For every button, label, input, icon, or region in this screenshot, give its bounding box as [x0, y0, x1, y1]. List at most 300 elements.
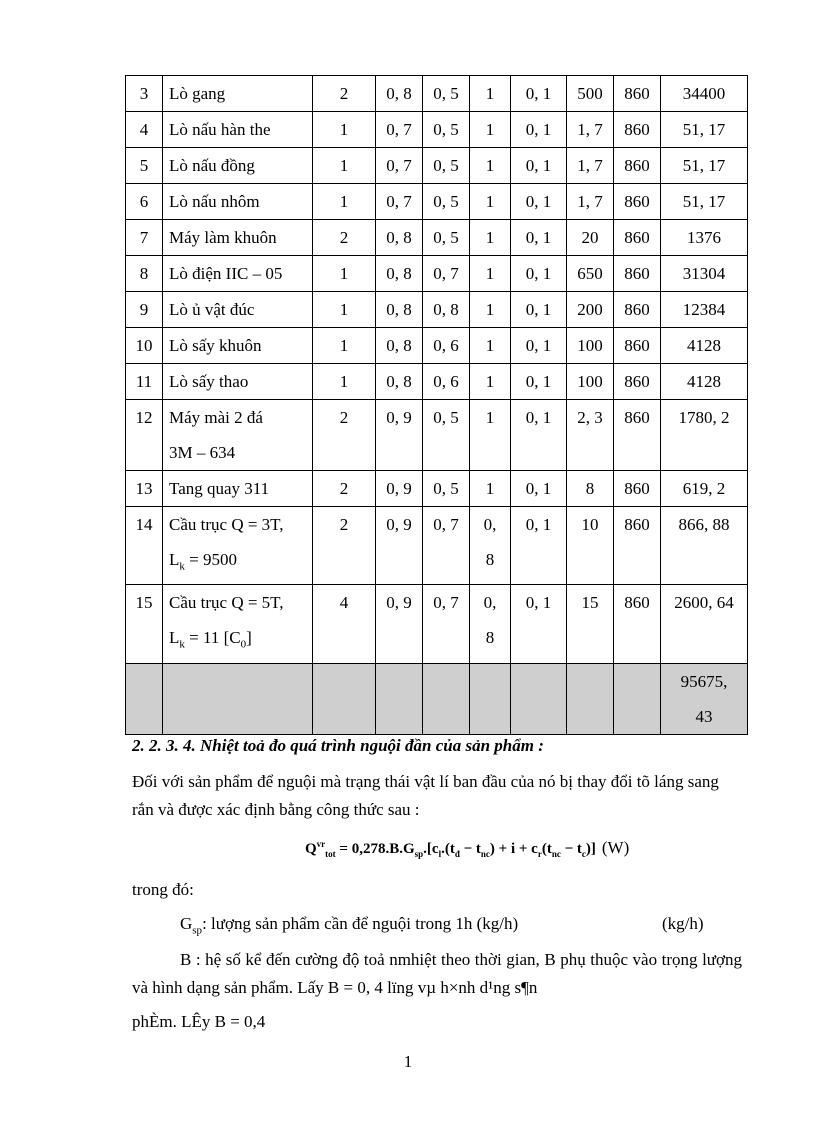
cell-c1 — [313, 112, 376, 148]
cell-c6-text: 15 — [581, 593, 599, 613]
cell-c4 — [470, 471, 511, 507]
cell-c1-text: 1 — [339, 192, 349, 211]
cell-c2 — [376, 256, 423, 292]
cell-c3 — [423, 471, 470, 507]
cell-c1 — [313, 256, 376, 292]
cell-c4-line1: 1 — [485, 228, 495, 247]
cell-c6-text: 1, 7 — [577, 156, 603, 175]
cell-c3-text: 0, 7 — [433, 593, 459, 613]
cell-c8-text: 866, 88 — [678, 515, 730, 534]
cell-name-line1: Cầu trục Q = 5T, — [169, 593, 284, 613]
cell-c2-text: 0, 7 — [386, 156, 412, 175]
gsp-subscript: sp — [192, 924, 203, 937]
cell-c1-text: 2 — [339, 479, 349, 498]
cell-c5 — [511, 220, 567, 256]
cell-c8 — [661, 112, 748, 148]
cell-c8 — [661, 184, 748, 220]
cell-c1 — [313, 507, 376, 585]
gsp-definition — [180, 914, 518, 936]
cell-c8 — [661, 400, 748, 471]
cell-c7 — [614, 400, 661, 471]
cell-c4-line1: 1 — [485, 372, 495, 391]
cell-c4-line1: 1 — [485, 192, 495, 211]
cell-no-text: 3 — [139, 84, 149, 103]
table-row — [126, 220, 748, 256]
cell-no — [126, 507, 163, 585]
table-row — [126, 585, 748, 663]
total-empty-cell — [470, 663, 511, 734]
cell-name-line1: Lò nấu nhôm — [169, 192, 260, 211]
cell-name-line1: Máy mài 2 đá — [169, 408, 263, 427]
cell-c1 — [313, 184, 376, 220]
cell-c2-text: 0, 8 — [386, 336, 412, 355]
cell-c6-text: 100 — [577, 336, 603, 355]
cell-c3-text: 0, 5 — [433, 192, 459, 211]
cell-c2 — [376, 112, 423, 148]
cell-c2 — [376, 76, 423, 112]
cell-c5-text: 0, 1 — [525, 336, 552, 355]
cell-c1-text: 1 — [339, 336, 349, 355]
name2-sub: k — [179, 560, 185, 573]
cell-c3-text: 0, 7 — [433, 264, 459, 283]
cell-c1-text: 2 — [339, 84, 349, 103]
cell-c8 — [661, 148, 748, 184]
cell-c8-text: 619, 2 — [682, 479, 726, 498]
cell-name — [163, 292, 313, 328]
cell-c1-text: 1 — [339, 156, 349, 175]
cell-c2-text: 0, 7 — [386, 192, 412, 211]
cell-name-line2: 3M – 634 — [169, 443, 236, 462]
table-row — [126, 148, 748, 184]
cell-c8 — [661, 585, 748, 663]
cell-c4 — [470, 292, 511, 328]
table-row — [126, 76, 748, 112]
page-number: 1 — [403, 1052, 413, 1071]
cell-c3-text: 0, 6 — [433, 372, 459, 391]
cell-c6 — [567, 585, 614, 663]
cell-name — [163, 507, 313, 585]
cell-c4 — [470, 585, 511, 663]
cell-c2-text: 0, 7 — [386, 120, 412, 139]
formula-expression: $Q^{vr}_{tot} = 0,278.B.G_{sp}.[c_l.(t_đ - t_{nc}) + i + c_r(t_{nc} - t_c)]$ — [305, 839, 596, 859]
total-empty-cell — [423, 663, 470, 734]
cell-no-text: 11 — [135, 372, 153, 391]
table-body — [126, 76, 748, 735]
cell-name-line1: Lò sấy thao — [169, 372, 249, 391]
total-empty-cell — [376, 663, 423, 734]
cell-c6-text: 100 — [577, 372, 603, 391]
cell-no — [126, 400, 163, 471]
cell-c6 — [567, 256, 614, 292]
cell-c1 — [313, 585, 376, 663]
cell-c4-line1: 1 — [485, 264, 495, 283]
cell-c4-line1: 1 — [485, 300, 495, 319]
cell-c1 — [313, 400, 376, 471]
cell-c4 — [470, 220, 511, 256]
cell-c5-text: 0, 1 — [525, 192, 552, 211]
name2-sub2: 0 — [240, 638, 247, 651]
cell-c8-text: 34400 — [682, 84, 726, 103]
cell-c7 — [614, 76, 661, 112]
cell-c7-text: 860 — [624, 336, 650, 355]
cell-c1 — [313, 292, 376, 328]
cell-name-line1: Lò sấy khuôn — [169, 336, 262, 355]
cell-name — [163, 585, 313, 663]
cell-c6-text: 650 — [577, 264, 603, 283]
cell-c6 — [567, 148, 614, 184]
cell-c2 — [376, 148, 423, 184]
cell-name-line1: Lò ủ vật đúc — [169, 300, 255, 319]
cell-c4-line1: 0, — [483, 515, 497, 534]
cell-c7-text: 860 — [624, 192, 650, 211]
cell-c4-line2: 8 — [485, 550, 495, 569]
cell-name — [163, 471, 313, 507]
cell-c4-line1: 1 — [485, 156, 495, 175]
cell-no-text: 7 — [139, 228, 149, 247]
cell-c3-text: 0, 5 — [433, 84, 459, 103]
cell-c4-line1: 1 — [485, 120, 495, 139]
cell-no — [126, 585, 163, 663]
cell-c3 — [423, 112, 470, 148]
cell-name — [163, 400, 313, 471]
cell-no — [126, 220, 163, 256]
cell-c5 — [511, 256, 567, 292]
cell-c6 — [567, 507, 614, 585]
cell-name — [163, 148, 313, 184]
cell-c2-text: 0, 9 — [386, 479, 412, 498]
cell-name-line1: Lò nấu hàn the — [169, 120, 271, 139]
cell-c7 — [614, 184, 661, 220]
table-row — [126, 400, 748, 471]
cell-no — [126, 256, 163, 292]
cell-c2 — [376, 364, 423, 400]
cell-no-text: 5 — [139, 156, 149, 175]
name2-a: L — [169, 628, 180, 648]
cell-c7-text: 860 — [624, 120, 650, 139]
cell-c2 — [376, 184, 423, 220]
cell-c2 — [376, 585, 423, 663]
cell-no-text: 4 — [139, 120, 149, 139]
cell-name-line1: Tang quay 311 — [169, 479, 270, 498]
cell-c3 — [423, 400, 470, 471]
cell-c8-text: 4128 — [687, 336, 721, 355]
cell-c1-text: 1 — [339, 300, 349, 319]
cell-c4-line1: 1 — [485, 408, 495, 427]
cell-c7 — [614, 364, 661, 400]
table-row — [126, 184, 748, 220]
cell-c4-line1: 0, — [483, 593, 497, 613]
cell-no-text: 12 — [135, 408, 153, 427]
cell-c7-text: 860 — [624, 228, 650, 247]
cell-c3-text: 0, 5 — [433, 408, 459, 427]
cell-c5-text: 0, 1 — [525, 120, 552, 139]
cell-c7-text: 860 — [624, 408, 650, 427]
cell-c7 — [614, 328, 661, 364]
cell-c3-text: 0, 8 — [433, 300, 459, 319]
cell-c4 — [470, 148, 511, 184]
cell-c8-text: 51, 17 — [682, 120, 726, 139]
cell-c8-text: 1780, 2 — [678, 408, 730, 427]
cell-c7 — [614, 220, 661, 256]
total-empty-cell — [163, 663, 313, 734]
total-empty-cell — [567, 663, 614, 734]
cell-c8 — [661, 292, 748, 328]
name2-b: = 11 [C — [184, 628, 241, 648]
cell-name-line1: Lò nấu đồng — [169, 156, 255, 175]
cell-name-line2 — [169, 620, 312, 662]
cell-c8 — [661, 256, 748, 292]
trong-do-label: trong đó: — [132, 880, 194, 899]
total-empty-cell — [511, 663, 567, 734]
cell-no — [126, 364, 163, 400]
cell-c2-text: 0, 8 — [386, 300, 412, 319]
cell-c1 — [313, 364, 376, 400]
cell-c7 — [614, 292, 661, 328]
cell-c5 — [511, 112, 567, 148]
intro-paragraph: Đối với sản phẩm để nguội mà trạng thái vật lí ban đầu của nó bị thay đổi tõ láng sang rắn và được xác định bằng công thức sau : — [132, 772, 719, 819]
cell-no — [126, 112, 163, 148]
cell-c5-text: 0, 1 — [525, 408, 552, 427]
cell-name — [163, 220, 313, 256]
cell-c1 — [313, 76, 376, 112]
cell-c5 — [511, 364, 567, 400]
cell-c2-text: 0, 8 — [386, 372, 412, 391]
cell-c5 — [511, 400, 567, 471]
cell-c4-line1: 1 — [485, 336, 495, 355]
cell-c3-text: 0, 5 — [433, 120, 459, 139]
cell-c6-text: 500 — [577, 84, 603, 103]
cell-name-line1: Cầu trục Q = 3T, — [169, 515, 284, 534]
cell-c8 — [661, 364, 748, 400]
cell-c8-text: 51, 17 — [682, 156, 726, 175]
cell-c1-text: 2 — [339, 408, 349, 427]
cell-c4 — [470, 76, 511, 112]
cell-c7 — [614, 471, 661, 507]
total-value — [661, 663, 748, 734]
cell-c8-text: 31304 — [682, 264, 726, 283]
cell-name-line2 — [169, 542, 312, 584]
cell-c3 — [423, 328, 470, 364]
cell-c1-text: 1 — [339, 120, 349, 139]
cell-c6-text: 200 — [577, 300, 603, 319]
cell-c8 — [661, 220, 748, 256]
name2-c: ] — [246, 628, 252, 648]
cell-name — [163, 256, 313, 292]
table-row — [126, 328, 748, 364]
cell-c2 — [376, 400, 423, 471]
cell-no — [126, 292, 163, 328]
cell-c2-text: 0, 9 — [386, 593, 412, 613]
cell-c2 — [376, 220, 423, 256]
section-heading: 2. 2. 3. 4. Nhiệt toả đo quá trình nguội đần của sản phẩm : — [132, 736, 544, 755]
table-row — [126, 112, 748, 148]
cell-c4-line1: 1 — [485, 84, 495, 103]
name2-sub: k — [179, 638, 185, 651]
cell-c5-text: 0, 1 — [525, 479, 552, 498]
table-row — [126, 256, 748, 292]
equipment-heat-table — [125, 75, 748, 735]
cell-c3-text: 0, 5 — [433, 156, 459, 175]
gsp-unit: (kg/h) — [662, 914, 704, 933]
cell-c6 — [567, 400, 614, 471]
formula-unit: (W) — [601, 838, 630, 857]
gsp-text: : lượng sản phẩm cần để nguội trong 1h (kg/h) — [202, 914, 519, 933]
cell-c1-text: 4 — [339, 593, 349, 613]
cell-c6-text: 10 — [581, 515, 599, 534]
cell-no-text: 13 — [135, 479, 153, 498]
cell-c5 — [511, 184, 567, 220]
name2-b: = 9500 — [184, 550, 237, 569]
cell-c7-text: 860 — [624, 84, 650, 103]
cell-c2-text: 0, 8 — [386, 264, 412, 283]
cell-c2 — [376, 507, 423, 585]
cell-c2-text: 0, 8 — [386, 84, 412, 103]
heat-formula — [305, 838, 629, 859]
cell-c3 — [423, 220, 470, 256]
cell-c7-text: 860 — [624, 300, 650, 319]
cell-c3 — [423, 585, 470, 663]
cell-c1 — [313, 471, 376, 507]
cell-c6 — [567, 220, 614, 256]
cell-c3-text: 0, 6 — [433, 336, 459, 355]
name2-a: L — [169, 550, 180, 569]
cell-c3-text: 0, 5 — [433, 228, 459, 247]
table-row — [126, 364, 748, 400]
cell-no-text: 8 — [139, 264, 149, 283]
cell-name-line1: Máy làm khuôn — [169, 228, 277, 247]
table-row — [126, 507, 748, 585]
cell-c3 — [423, 507, 470, 585]
total-empty-cell — [614, 663, 661, 734]
cell-name — [163, 76, 313, 112]
cell-c7 — [614, 148, 661, 184]
cell-c1 — [313, 328, 376, 364]
cell-c4-line2: 8 — [485, 628, 495, 648]
total-line1: 95675, — [680, 671, 728, 691]
cell-c7-text: 860 — [624, 479, 650, 498]
cell-c8 — [661, 328, 748, 364]
cell-c3 — [423, 76, 470, 112]
cell-c5-text: 0, 1 — [525, 156, 552, 175]
cell-no-text: 6 — [139, 192, 149, 211]
cell-c7 — [614, 256, 661, 292]
cell-c2-text: 0, 9 — [386, 515, 412, 534]
cell-c3 — [423, 364, 470, 400]
cell-c8-text: 2600, 64 — [674, 593, 734, 613]
cell-c2 — [376, 471, 423, 507]
cell-c1-text: 1 — [339, 264, 349, 283]
cell-c5 — [511, 148, 567, 184]
cell-c7-text: 860 — [624, 156, 650, 175]
cell-c5 — [511, 76, 567, 112]
cell-c2 — [376, 328, 423, 364]
cell-c7 — [614, 507, 661, 585]
cell-c5 — [511, 471, 567, 507]
cell-c4 — [470, 112, 511, 148]
cell-c4 — [470, 184, 511, 220]
cell-c5 — [511, 585, 567, 663]
cell-c7-text: 860 — [624, 372, 650, 391]
cell-c4 — [470, 400, 511, 471]
cell-c5 — [511, 328, 567, 364]
table-row — [126, 471, 748, 507]
cell-c1 — [313, 148, 376, 184]
cell-c8-text: 51, 17 — [682, 192, 726, 211]
cell-c1-text: 2 — [339, 228, 349, 247]
cell-no-text: 15 — [135, 593, 153, 613]
cell-name — [163, 328, 313, 364]
cell-c4-line1: 1 — [485, 479, 495, 498]
table-row — [126, 292, 748, 328]
cell-c5-text: 0, 1 — [525, 300, 552, 319]
cell-c6-text: 20 — [581, 228, 599, 247]
cell-no — [126, 471, 163, 507]
cell-c3-text: 0, 7 — [433, 515, 459, 534]
cell-name — [163, 112, 313, 148]
cell-c4 — [470, 328, 511, 364]
cell-no-text: 14 — [135, 515, 153, 534]
cell-c1-text: 2 — [339, 515, 349, 534]
cell-c1 — [313, 220, 376, 256]
total-empty-cell — [313, 663, 376, 734]
cell-no-text: 10 — [135, 336, 153, 355]
cell-no-text: 9 — [139, 300, 149, 319]
cell-c4 — [470, 256, 511, 292]
cell-c2-text: 0, 9 — [386, 408, 412, 427]
cell-c6 — [567, 112, 614, 148]
cell-c7-text: 860 — [624, 515, 650, 534]
gsp-symbol: G — [180, 914, 193, 933]
cell-c3 — [423, 184, 470, 220]
cell-c5 — [511, 507, 567, 585]
cell-c7 — [614, 585, 661, 663]
cell-c8 — [661, 471, 748, 507]
cell-c6-text: 1, 7 — [577, 120, 603, 139]
cell-c8-text: 4128 — [687, 372, 721, 391]
cell-c6 — [567, 364, 614, 400]
cell-c8 — [661, 76, 748, 112]
cell-c7 — [614, 112, 661, 148]
cell-name — [163, 364, 313, 400]
cell-c5-text: 0, 1 — [525, 515, 552, 534]
cell-c6-text: 1, 7 — [577, 192, 603, 211]
cell-c7-text: 860 — [624, 593, 650, 613]
last-line: phÈm. LÊy B = 0,4 — [132, 1012, 266, 1031]
cell-c5-text: 0, 1 — [525, 264, 552, 283]
total-line2: 43 — [695, 706, 713, 726]
cell-c6-text: 8 — [585, 479, 595, 498]
cell-c3 — [423, 148, 470, 184]
cell-c6 — [567, 184, 614, 220]
cell-c2-text: 0, 8 — [386, 228, 412, 247]
cell-c5-text: 0, 1 — [525, 84, 552, 103]
cell-no — [126, 76, 163, 112]
cell-c2 — [376, 292, 423, 328]
cell-c1-text: 1 — [339, 372, 349, 391]
cell-c3 — [423, 256, 470, 292]
cell-c8-text: 12384 — [682, 300, 726, 319]
cell-c5-text: 0, 1 — [525, 593, 552, 613]
table-total-row — [126, 663, 748, 734]
cell-c4 — [470, 364, 511, 400]
cell-c6-text: 2, 3 — [577, 408, 603, 427]
cell-c6 — [567, 76, 614, 112]
cell-c8 — [661, 507, 748, 585]
cell-c5 — [511, 292, 567, 328]
cell-name-line1: Lò điện IIC – 05 — [169, 264, 283, 283]
cell-c6 — [567, 328, 614, 364]
cell-no — [126, 148, 163, 184]
